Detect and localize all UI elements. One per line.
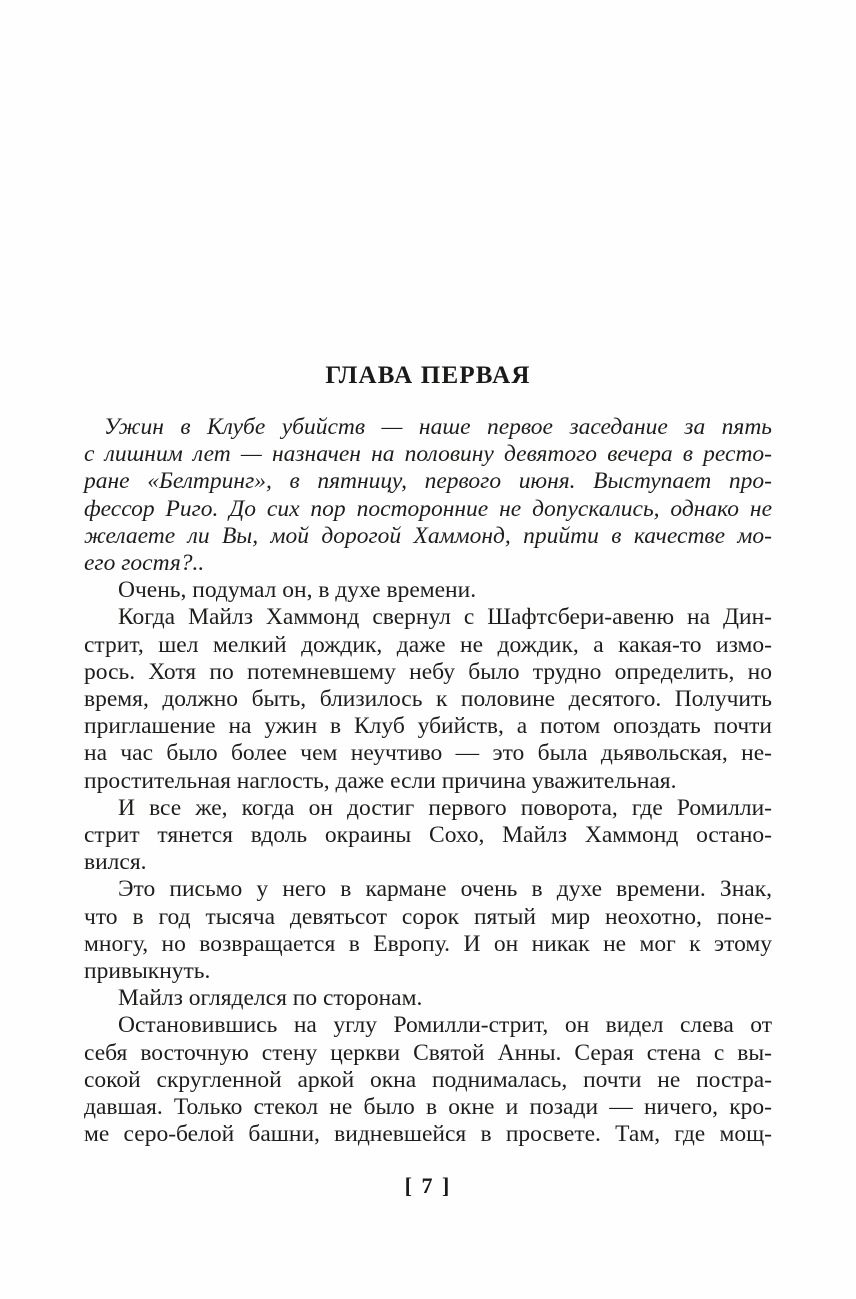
text-line: желаете ли Вы, мой дорогой Хаммонд, прийти в качестве мо-	[84, 522, 772, 549]
text-line: его гостя?..	[84, 550, 205, 577]
paragraph	[84, 795, 772, 877]
paragraph	[84, 604, 772, 794]
text-line: давшая. Только стекол не было в окне и позади — ничего, кро-	[84, 1094, 772, 1121]
text-line: И все же, когда он достиг первого поворота, где Ромилли-	[118, 794, 772, 821]
text-line: ме серо-белой башни, видневшейся в просвете. Там, где мощ-	[84, 1121, 772, 1148]
text-line: стрит, шел мелкий дождик, даже не дождик, а какая-то измо-	[84, 631, 772, 658]
chapter-title: ГЛАВА ПЕРВАЯ	[325, 362, 531, 389]
text-line: с лишним лет — назначен на половину девятого вечера в ресто-	[84, 441, 772, 468]
text-line: время, должно быть, близилось к половине десятого. Получить	[84, 686, 772, 713]
text-line: Остановившись на углу Ромилли-стрит, он видел слева от	[118, 1012, 772, 1039]
text-line: привыкнуть.	[84, 958, 211, 985]
text-line: Майлз огляделся по сторонам.	[118, 985, 423, 1012]
text-line: многу, но возвращается в Европу. И он никак не мог к этому	[84, 930, 772, 957]
text-line: приглашение на ужин в Клуб убийств, а потом опоздать почти	[84, 713, 772, 740]
text-line: Ужин в Клубе убийств — наше первое заседание за пять	[104, 414, 772, 440]
paragraph	[84, 1012, 772, 1148]
paragraph	[84, 876, 772, 985]
text-line: сокой скругленной аркой окна поднималась, почти не постра-	[84, 1066, 772, 1093]
text-line: рось. Хотя по потемневшему небу было трудно определить, но	[84, 658, 772, 685]
text-line: простительная наглость, даже если причина уважительная.	[84, 767, 677, 794]
page-number: [ 7 ]	[404, 1173, 452, 1199]
paragraph	[84, 414, 772, 577]
text-line: себя восточную стену церкви Святой Анны. Серая стена с вы-	[84, 1039, 772, 1066]
text-line: стрит тянется вдоль окраины Сохо, Майлз Хаммонд остано-	[84, 822, 772, 849]
text-line: на час было более чем неучтиво — это была дьявольская, не-	[84, 740, 772, 767]
body-text	[84, 414, 772, 1148]
text-line: Когда Майлз Хаммонд свернул с Шафтсбери-авеню на Дин-	[118, 604, 772, 631]
text-line: Это письмо у него в кармане очень в духе времени. Знак,	[118, 876, 772, 903]
text-line: фессор Риго. До сих пор посторонние не допускались, однако не	[84, 495, 772, 522]
text-line: ране «Белтринг», в пятницу, первого июня. Выступает про-	[84, 468, 772, 495]
text-line: вился.	[84, 849, 147, 876]
paragraph	[84, 577, 772, 604]
text-line: что в год тысяча девятьсот сорок пятый мир неохотно, поне-	[84, 903, 772, 930]
paragraph	[84, 985, 772, 1012]
text-line: Очень, подумал он, в духе времени.	[118, 577, 477, 604]
